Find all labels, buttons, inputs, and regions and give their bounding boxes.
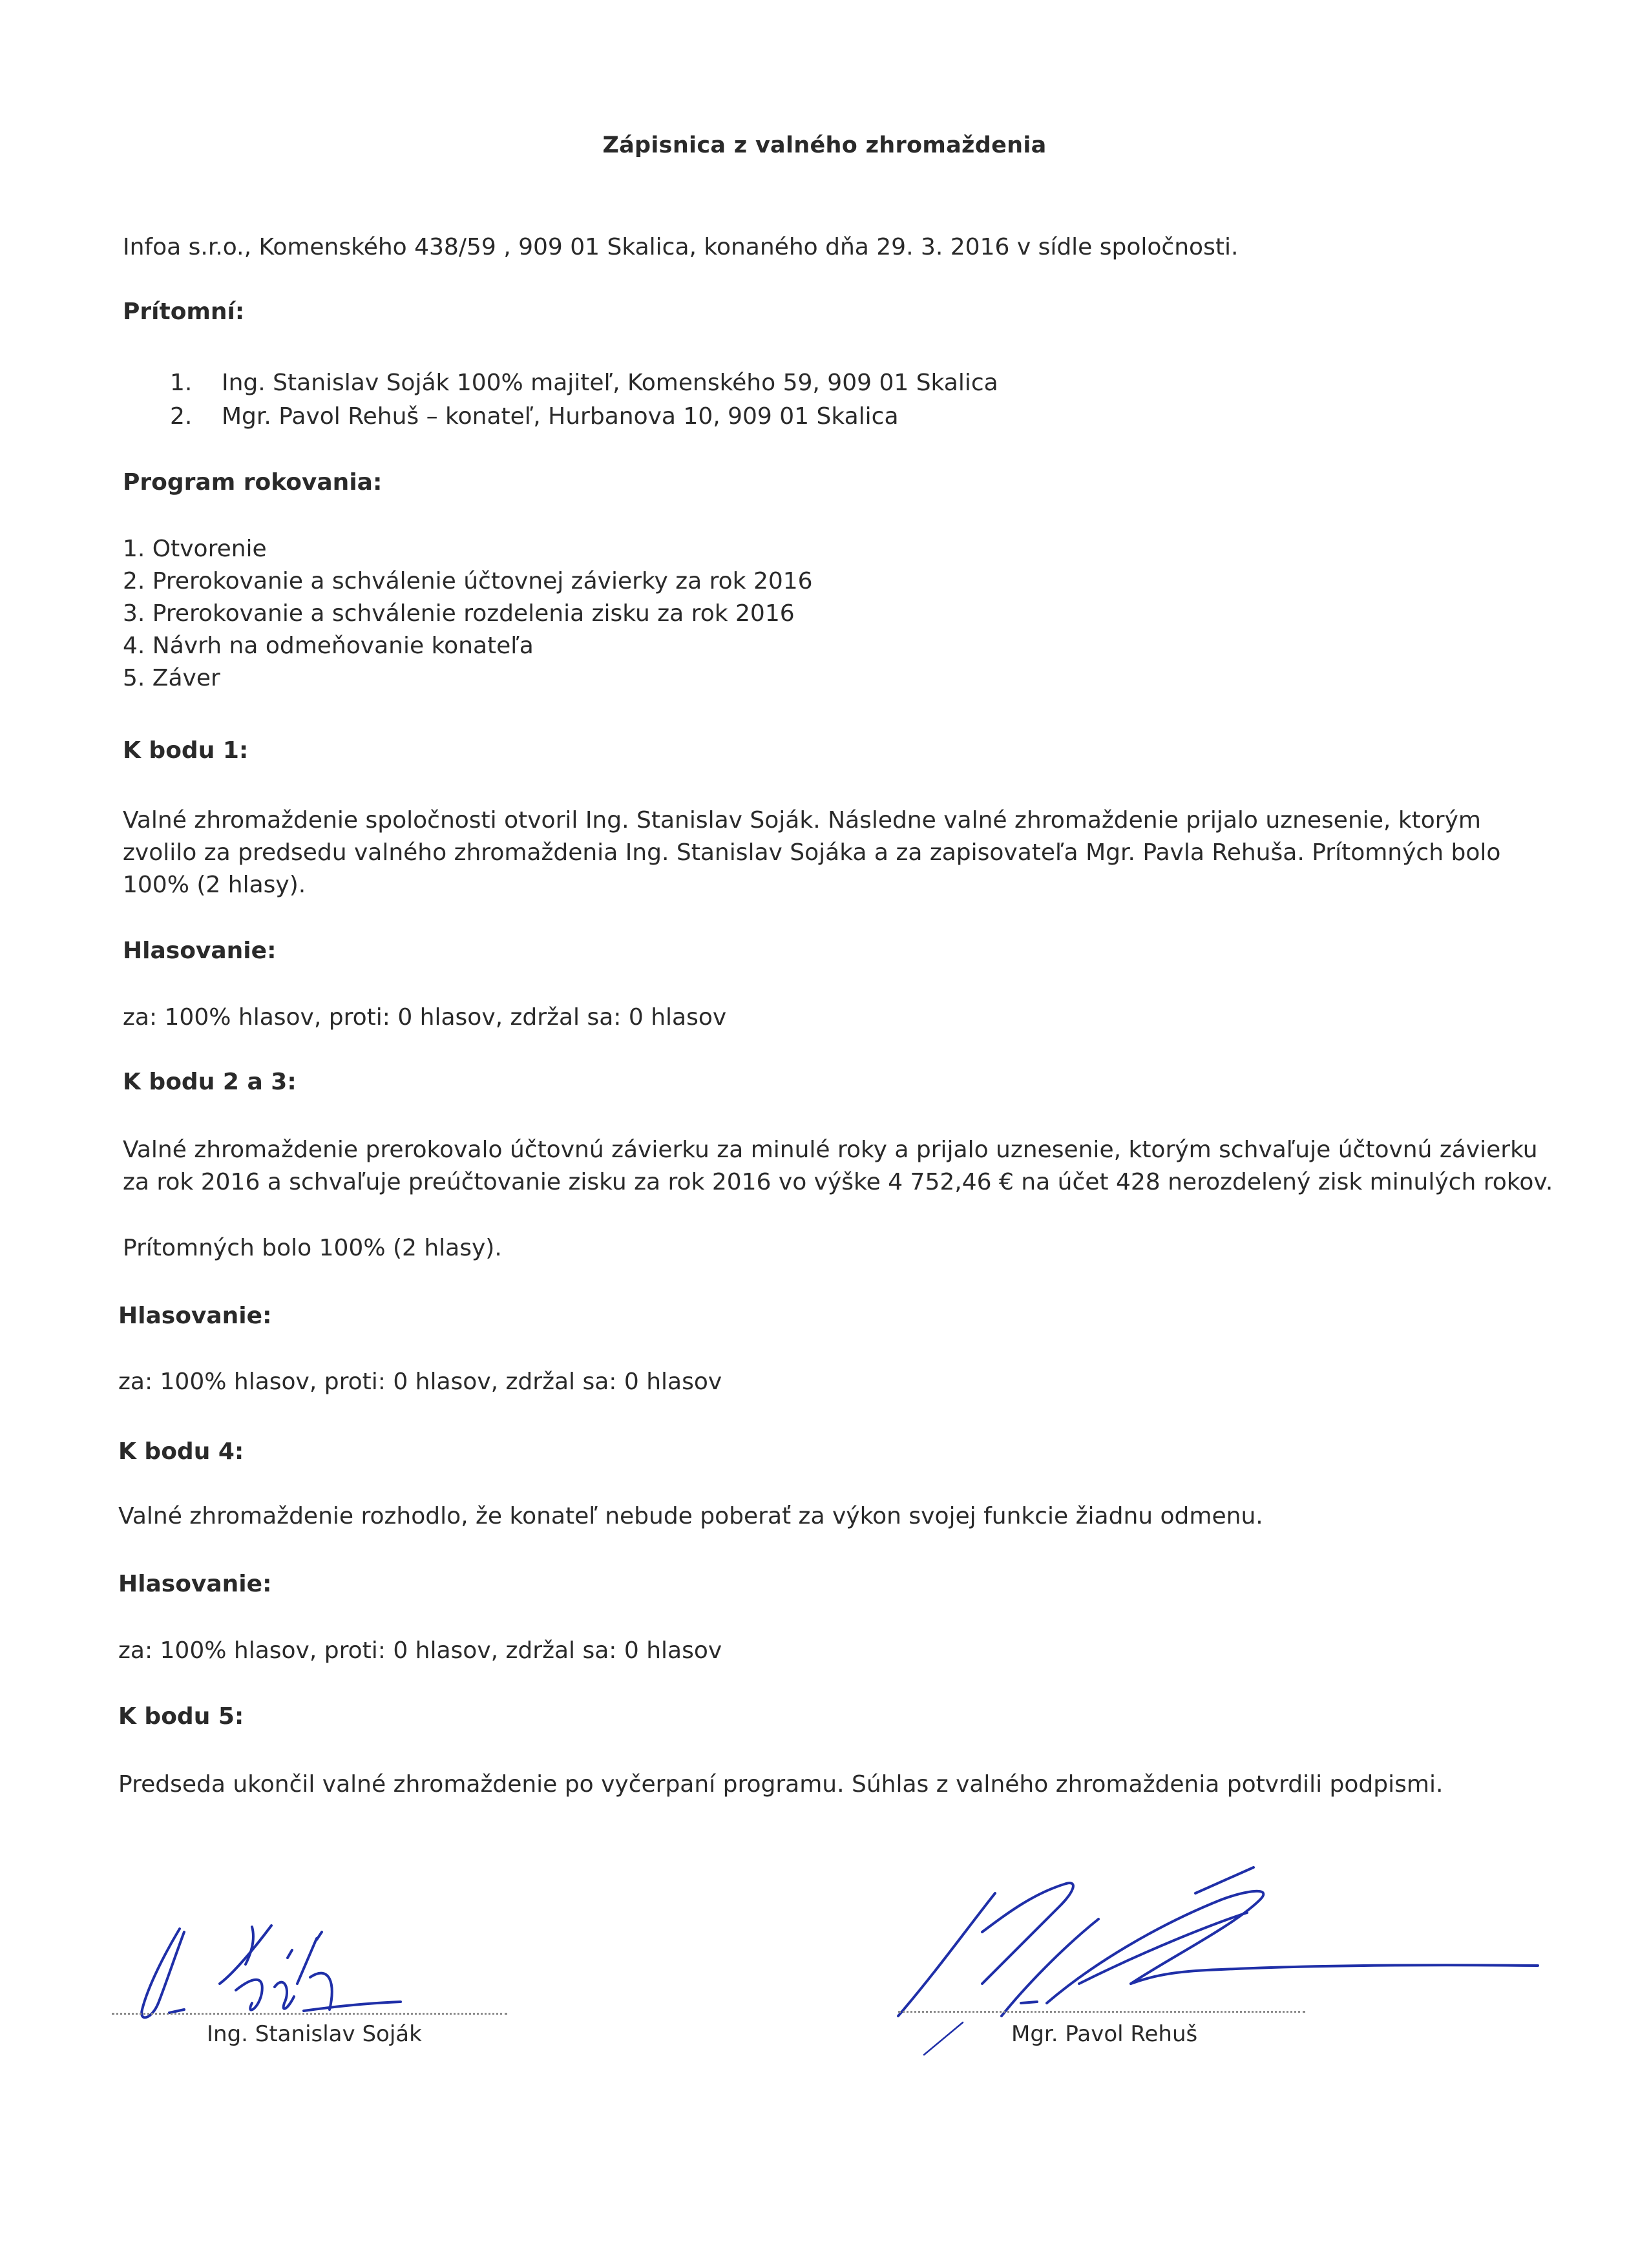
section23-line: Valné zhromaždenie prerokovalo účtovnú závierku za minulé roky a prijalo uznesenie, ktorým schvaľuje účtovnú závierku — [123, 1137, 1538, 1163]
section4-vote-heading: Hlasovanie: — [118, 1571, 272, 1597]
program-item: 1. Otvorenie — [123, 536, 267, 562]
signature-right-line — [898, 2011, 1305, 2013]
intro-text: Infoa s.r.o., Komenského 438/59 , 909 01 Skalica, konaného dňa 29. 3. 2016 v sídle spoločnosti. — [123, 234, 1239, 260]
section1-heading: K bodu 1: — [123, 737, 249, 764]
program-item: 4. Návrh na odmeňovanie konateľa — [123, 633, 534, 659]
section5-heading: K bodu 5: — [118, 1703, 244, 1730]
program-heading: Program rokovania: — [123, 469, 383, 496]
signature-left-line — [112, 2013, 507, 2015]
program-list — [123, 533, 813, 695]
present-heading: Prítomní: — [123, 299, 245, 325]
section5-text: Predseda ukončil valné zhromaždenie po vyčerpaní programu. Súhlas z valného zhromaždenia potvrdili podpismi. — [118, 1771, 1444, 1798]
section4-text: Valné zhromaždenie rozhodlo, že konateľ nebude poberať za výkon svojej funkcie žiadnu odmenu. — [118, 1503, 1263, 1529]
present-item-text: Mgr. Pavol Rehuš – konateľ, Hurbanova 10, 909 01 Skalica — [222, 403, 899, 430]
section23-vote: za: 100% hlasov, proti: 0 hlasov, zdržal sa: 0 hlasov — [118, 1369, 722, 1395]
section1-paragraph — [123, 804, 1500, 901]
section1-vote: za: 100% hlasov, proti: 0 hlasov, zdržal sa: 0 hlasov — [123, 1004, 727, 1031]
section1-line: Valné zhromaždenie spoločnosti otvoril Ing. Stanislav Soják. Následne valné zhromaždenie prijalo uznesenie, ktorým — [123, 807, 1481, 834]
section23-vote-heading: Hlasovanie: — [118, 1303, 272, 1329]
present-item-text: Ing. Stanislav Soják 100% majiteľ, Komenského 59, 909 01 Skalica — [222, 370, 998, 396]
signature-left-name: Ing. Stanislav Soják — [207, 2021, 422, 2047]
section4-heading: K bodu 4: — [118, 1438, 244, 1465]
section23-paragraph — [123, 1134, 1553, 1199]
section23-line: za rok 2016 a schvaľuje preúčtovanie zisku za rok 2016 vo výške 4 752,46 € na účet 428 nerozdelený zisk minulých rokov. — [123, 1169, 1553, 1195]
present-item-number: 1. — [170, 370, 193, 396]
program-item: 3. Prerokovanie a schválenie rozdelenia zisku za rok 2016 — [123, 600, 795, 627]
signature-right-name: Mgr. Pavol Rehuš — [1011, 2021, 1198, 2047]
section23-heading: K bodu 2 a 3: — [123, 1069, 297, 1095]
present-item — [170, 367, 998, 399]
section1-line: 100% (2 hlasy). — [123, 872, 306, 898]
section1-vote-heading: Hlasovanie: — [123, 938, 277, 964]
section4-vote: za: 100% hlasov, proti: 0 hlasov, zdržal sa: 0 hlasov — [118, 1637, 722, 1664]
section1-line: zvolilo za predsedu valného zhromaždenia Ing. Stanislav Sojáka a za zapisovateľa Mgr. Pavla Rehuša. Prítomných bolo — [123, 839, 1501, 866]
present-item-number: 2. — [170, 403, 193, 430]
section23-present: Prítomných bolo 100% (2 hlasy). — [123, 1235, 502, 1261]
signature-right — [885, 1854, 1551, 2074]
document-title: Zápisnica z valného zhromaždenia — [602, 132, 1047, 158]
present-item — [170, 401, 899, 433]
program-item: 2. Prerokovanie a schválenie účtovnej závierky za rok 2016 — [123, 568, 813, 594]
program-item: 5. Záver — [123, 665, 220, 691]
